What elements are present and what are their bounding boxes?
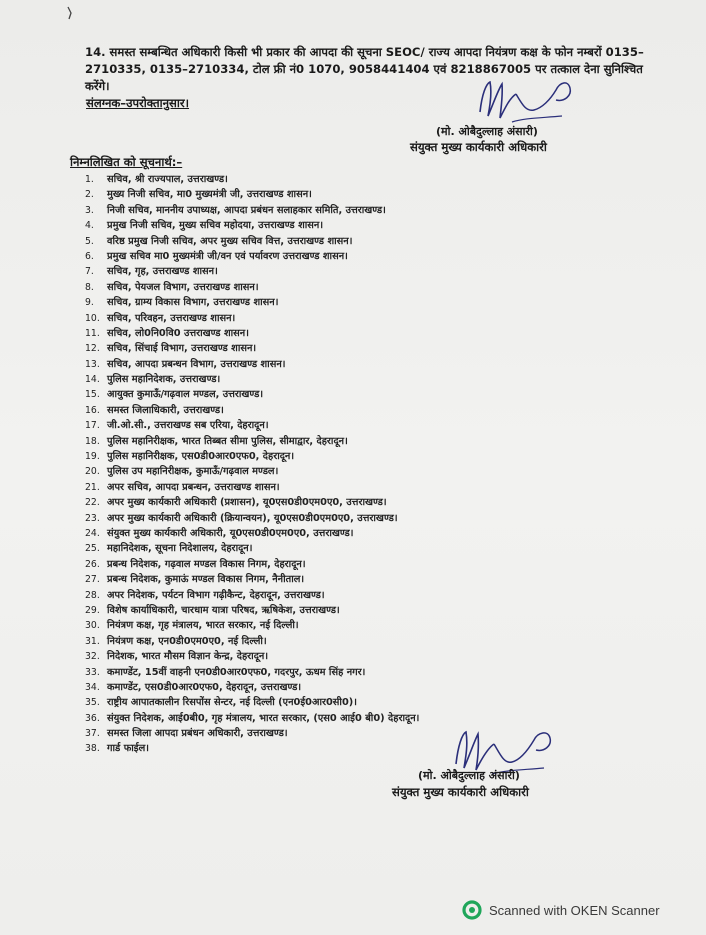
- signatory-name-top: (मो. ओबैदुल्लाह अंसारी): [436, 125, 538, 138]
- list-item: 27. प्रबन्ध निदेशक, कुमाऊं मण्डल विकास निगम, नैनीताल।: [85, 574, 305, 586]
- list-item: 32. निदेशक, भारत मौसम विज्ञान केन्द्र, देहरादून।: [85, 651, 269, 663]
- list-item: 31. नियंत्रण कक्ष, एन0डी0एम0ए0, नई दिल्ली।: [85, 635, 267, 647]
- list-item: 29. विशेष कार्याधिकारी, चारधाम यात्रा परिषद, ऋषिकेश, उत्तराखण्ड।: [85, 604, 340, 616]
- list-item: 23. अपर मुख्य कार्यकारी अधिकारी (क्रियान्वयन), यू0एस0डी0एम0ए0, उत्तराखण्ड।: [85, 512, 398, 524]
- list-item: 25. महानिदेशक, सूचना निदेशालय, देहरादून।: [85, 543, 253, 555]
- list-item: 5. वरिष्ठ प्रमुख निजी सचिव, अपर मुख्य सचिव वित्त, उत्तराखण्ड शासन।: [85, 235, 353, 247]
- scanner-watermark: [462, 900, 660, 920]
- list-item: 8. सचिव, पेयजल विभाग, उत्तराखण्ड शासन।: [85, 281, 259, 293]
- list-item: 3. निजी सचिव, माननीय उपाध्यक्ष, आपदा प्रबंधन सलाहकार समिति, उत्तराखण्ड।: [85, 204, 386, 216]
- list-item: 34. कमाण्डेंट, एस0डी0आर0एफ0, देहरादून, उत्तराखण्ड।: [85, 681, 302, 693]
- list-item: 15. आयुक्त कुमाऊँ/गढ़वाल मण्डल, उत्तराखण्ड।: [85, 389, 264, 401]
- list-item: 2. मुख्य निजी सचिव, मा0 मुख्यमंत्री जी, उत्तराखण्ड शासन।: [85, 189, 312, 201]
- signature-top: [472, 72, 584, 128]
- list-item: 17. जी.ओ.सी., उत्तराखण्ड सब एरिया, देहरादून।: [85, 420, 269, 432]
- list-item: 14. पुलिस महानिदेशक, उत्तराखण्ड।: [85, 374, 221, 386]
- signatory-designation-bottom: संयुक्त मुख्य कार्यकारी अधिकारी: [392, 785, 529, 799]
- list-item: 30. नियंत्रण कक्ष, गृह मंत्रालय, भारत सरकार, नई दिल्ली।: [85, 620, 299, 632]
- list-item: 11. सचिव, लो0नि0वि0 उत्तराखण्ड शासन।: [85, 327, 249, 339]
- pen-mark: [66, 6, 76, 20]
- paragraph-number: 14.: [85, 45, 106, 59]
- list-item: 16. समस्त जिलाधिकारी, उत्तराखण्ड।: [85, 404, 224, 416]
- list-item: 1. सचिव, श्री राज्यपाल, उत्तराखण्ड।: [85, 174, 228, 185]
- copy-to-heading: निम्नलिखित को सूचनार्थ:–: [70, 155, 183, 169]
- signatory-name-bottom: (मो. ओबैदुल्लाह अंसारी): [418, 769, 520, 782]
- list-item: 33. कमाण्डेंट, 15वीं वाहनी एन0डी0आर0एफ0, गदरपुर, ऊधम सिंह नगर।: [85, 666, 366, 678]
- list-item: 18. पुलिस महानिरीक्षक, भारत तिब्बत सीमा पुलिस, सीमाद्वार, देहरादून।: [85, 435, 348, 447]
- paragraph-text: समस्त सम्बन्धित अधिकारी किसी भी प्रकार की आपदा की सूचना SEOC/ राज्य आपदा नियंत्रण कक्ष के फोन नम्बरों 0135–2710335, 0135–2710334, टोल फ्री नं0 1070, 9058441404 एवं 8218867005 पर तत्काल देना सुनिश्चित करेंगे।: [85, 45, 644, 93]
- oken-scanner-logo-icon: [462, 900, 482, 920]
- enclosure-note: संलग्नक–उपरोक्तानुसार।: [86, 96, 190, 110]
- list-item: 21. अपर सचिव, आपदा प्रबन्धन, उत्तराखण्ड शासन।: [85, 481, 280, 493]
- list-item: 36. संयुक्त निदेशक, आई0बी0, गृह मंत्रालय, भारत सरकार, (एस0 आई0 बी0) देहरादून।: [85, 712, 420, 724]
- list-item: 9. सचिव, ग्राम्य विकास विभाग, उत्तराखण्ड शासन।: [85, 297, 279, 309]
- list-item: 20. पुलिस उप महानिरीक्षक, कुमाऊँ/गढ़वाल मण्डल।: [85, 466, 279, 478]
- copy-to-list: [85, 172, 419, 757]
- list-item: 13. सचिव, आपदा प्रबन्धन विभाग, उत्तराखण्ड शासन।: [85, 358, 286, 370]
- list-item: 37. समस्त जिला आपदा प्रबंधन अधिकारी, उत्तराखण्ड।: [85, 728, 288, 740]
- list-item: 6. प्रमुख सचिव मा0 मुख्यमंत्री जी/वन एवं पर्यावरण उत्तराखण्ड शासन।: [85, 250, 348, 262]
- list-item: 19. पुलिस महानिरीक्षक, एस0डी0आर0एफ0, देहरादून।: [85, 451, 295, 463]
- list-item: 4. प्रमुख निजी सचिव, मुख्य सचिव महोदया, उत्तराखण्ड शासन।: [85, 220, 324, 232]
- list-item: 35. राष्ट्रीय आपातकालीन रिसपोंस सेन्टर, नई दिल्ली (एन0ई0आर0सी0)।: [85, 697, 357, 709]
- list-item: 22. अपर मुख्य कार्यकारी अधिकारी (प्रशासन), यू0एस0डी0एम0ए0, उत्तराखण्ड।: [85, 497, 387, 509]
- list-item: 38. गार्ड फाईल।: [85, 743, 149, 755]
- list-item: 26. प्रबन्ध निदेशक, गढ़वाल मण्डल विकास निगम, देहरादून।: [85, 558, 306, 570]
- list-item: 28. अपर निदेशक, पर्यटन विभाग गढ़ीकैन्ट, देहरादून, उत्तराखण्ड।: [85, 589, 325, 601]
- list-item: 7. सचिव, गृह, उत्तराखण्ड शासन।: [85, 266, 218, 278]
- signatory-designation-top: संयुक्त मुख्य कार्यकारी अधिकारी: [410, 140, 547, 154]
- list-item: 12. सचिव, सिंचाई विभाग, उत्तराखण्ड शासन।: [85, 343, 257, 355]
- list-item: 10. सचिव, परिवहन, उत्तराखण्ड शासन।: [85, 312, 236, 324]
- scanner-watermark-text: Scanned with OKEN Scanner: [489, 902, 660, 918]
- list-item: 24. संयुक्त मुख्य कार्यकारी अधिकारी, यू0एस0डी0एम0ए0, उत्तराखण्ड।: [85, 527, 354, 539]
